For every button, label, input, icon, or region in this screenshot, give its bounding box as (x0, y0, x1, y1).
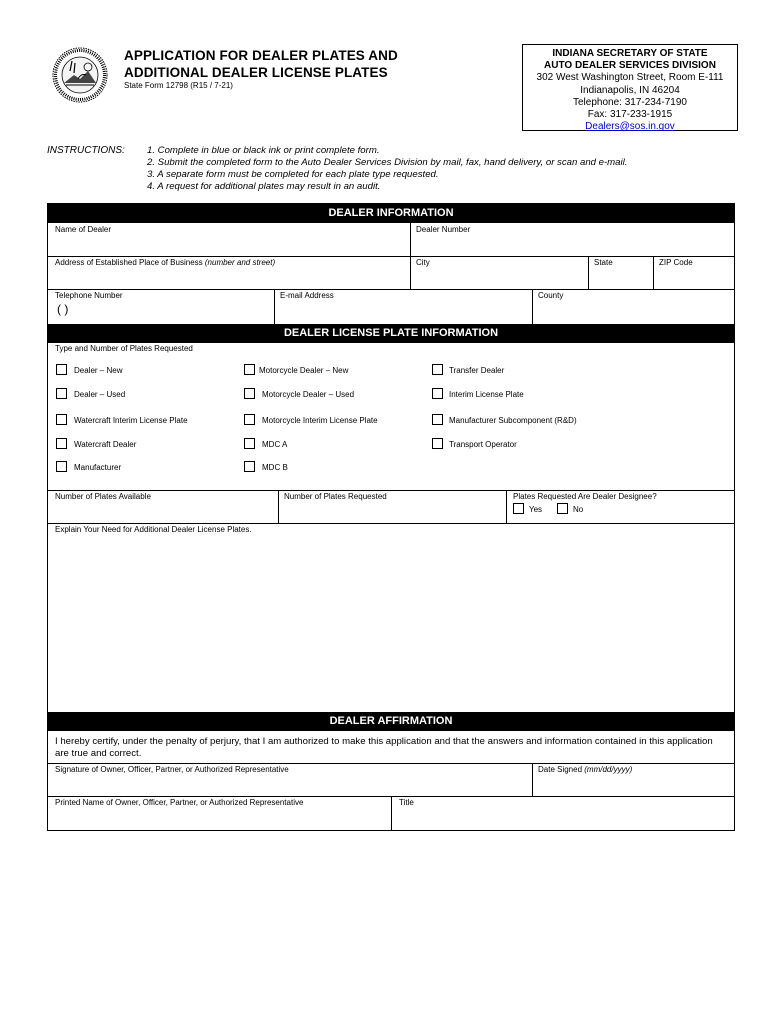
checkbox-motorcycle-dealer-new[interactable] (244, 364, 255, 375)
checkbox-manufacturer-subcomponent[interactable] (432, 414, 443, 425)
dealer-affirmation-header: DEALER AFFIRMATION (48, 712, 734, 731)
divider (48, 523, 734, 524)
instruction-item: 2. Submit the completed form to the Auto Dealer Services Division by mail, fax, hand delivery, or scan and e-mail. (147, 157, 628, 168)
business-address-label: Address of Established Place of Business (55, 258, 203, 267)
divider (48, 490, 734, 491)
telephone-field[interactable]: Telephone Number (55, 291, 123, 300)
divider (588, 256, 589, 289)
divider (274, 289, 275, 324)
dealer-information-header: DEALER INFORMATION (48, 204, 734, 223)
date-signed-field[interactable] (538, 765, 632, 775)
checkbox-label: No (573, 505, 584, 514)
instruction-item: 1. Complete in blue or black ink or print complete form. (147, 145, 380, 156)
agency-contact-box (522, 44, 738, 131)
checkbox-designee-no[interactable] (557, 503, 568, 514)
checkbox-transfer-dealer[interactable] (432, 364, 443, 375)
divider (653, 256, 654, 289)
application-form (47, 203, 735, 831)
instruction-item: 4. A request for additional plates may result in an audit. (147, 181, 381, 192)
checkbox-label: MDC A (262, 440, 288, 449)
instructions-label: INSTRUCTIONS: (47, 145, 125, 156)
checkbox-interim-license-plate[interactable] (432, 388, 443, 399)
checkbox-label: Dealer – Used (74, 390, 126, 399)
agency-division: AUTO DEALER SERVICES DIVISION (544, 60, 716, 72)
affirmation-statement: I hereby certify, under the penalty of perjury, that I am authorized to make this application and that the answers and information contained in this application are true and correct. (55, 736, 713, 759)
checkbox-watercraft-dealer[interactable] (56, 438, 67, 449)
dealer-number-field[interactable]: Dealer Number (416, 225, 471, 234)
instruction-item: 3. A separate form must be completed for each plate type requested. (147, 169, 439, 180)
business-address-field[interactable] (55, 258, 275, 268)
plates-available-field[interactable]: Number of Plates Available (55, 492, 151, 501)
divider (48, 289, 734, 290)
explain-need-field[interactable]: Explain Your Need for Additional Dealer License Plates. (55, 525, 252, 534)
checkbox-label: MDC B (262, 463, 288, 472)
zip-code-field[interactable]: ZIP Code (659, 258, 693, 267)
checkbox-watercraft-interim[interactable] (56, 414, 67, 425)
state-field[interactable]: State (594, 258, 613, 267)
checkbox-label: Manufacturer (74, 463, 122, 472)
title-field[interactable]: Title (399, 798, 414, 807)
form-title (124, 47, 398, 81)
instructions-list (147, 145, 627, 193)
agency-email-link[interactable]: Dealers@sos.in.gov (585, 121, 675, 133)
dealer-designee-label: Plates Requested Are Dealer Designee? (513, 492, 657, 501)
checkbox-dealer-new[interactable] (56, 364, 67, 375)
checkbox-designee-yes[interactable] (513, 503, 524, 514)
email-field[interactable]: E-mail Address (280, 291, 334, 300)
divider (391, 796, 392, 831)
checkbox-manufacturer[interactable] (56, 461, 67, 472)
checkbox-mdc-b[interactable] (244, 461, 255, 472)
area-code-parens: ( ) (57, 302, 69, 316)
divider (506, 490, 507, 523)
date-format-hint: (mm/dd/yyyy) (584, 765, 633, 774)
divider (532, 289, 533, 324)
checkbox-label: Watercraft Dealer (74, 440, 137, 449)
divider (48, 256, 734, 257)
title-line-1: APPLICATION FOR DEALER PLATES AND (124, 48, 398, 63)
checkbox-motorcycle-dealer-used[interactable] (244, 388, 255, 399)
plate-type-label: Type and Number of Plates Requested (55, 344, 193, 353)
dealer-name-field[interactable]: Name of Dealer (55, 225, 112, 234)
checkbox-label: Manufacturer Subcomponent (R&D) (449, 416, 577, 425)
checkbox-label: Motorcycle Dealer – Used (262, 390, 355, 399)
agency-telephone: Telephone: 317-234-7190 (573, 96, 687, 108)
divider (278, 490, 279, 523)
divider (532, 763, 533, 796)
checkbox-dealer-used[interactable] (56, 388, 67, 399)
checkbox-label: Motorcycle Dealer – New (259, 366, 349, 375)
business-address-hint: (number and street) (204, 258, 276, 267)
checkbox-label: Watercraft Interim License Plate (74, 416, 188, 425)
divider (410, 223, 411, 256)
checkbox-label: Dealer – New (74, 366, 123, 375)
checkbox-label: Yes (529, 505, 543, 514)
checkbox-mdc-a[interactable] (244, 438, 255, 449)
title-line-2: ADDITIONAL DEALER LICENSE PLATES (124, 65, 388, 80)
checkbox-label: Motorcycle Interim License Plate (262, 416, 378, 425)
form-number: State Form 12798 (R15 / 7-21) (124, 81, 233, 90)
checkbox-label: Interim License Plate (449, 390, 524, 399)
checkbox-motorcycle-interim[interactable] (244, 414, 255, 425)
agency-city: Indianapolis, IN 46204 (580, 84, 680, 96)
date-signed-label: Date Signed (538, 765, 583, 774)
agency-name: INDIANA SECRETARY OF STATE (552, 48, 708, 59)
checkbox-label: Transfer Dealer (449, 366, 505, 375)
divider (48, 763, 734, 764)
county-field[interactable]: County (538, 291, 564, 300)
indiana-state-seal (52, 47, 108, 103)
plates-requested-field[interactable]: Number of Plates Requested (284, 492, 387, 501)
divider (410, 256, 411, 289)
city-field[interactable]: City (416, 258, 430, 267)
checkbox-label: Transport Operator (449, 440, 517, 449)
checkbox-transport-operator[interactable] (432, 438, 443, 449)
agency-fax: Fax: 317-233-1915 (587, 109, 673, 121)
agency-address: 302 West Washington Street, Room E-111 (536, 72, 724, 84)
signature-field[interactable]: Signature of Owner, Officer, Partner, or Authorized Representative (55, 765, 289, 774)
plate-information-header: DEALER LICENSE PLATE INFORMATION (48, 324, 734, 343)
printed-name-field[interactable]: Printed Name of Owner, Officer, Partner, or Authorized Representative (55, 798, 304, 807)
